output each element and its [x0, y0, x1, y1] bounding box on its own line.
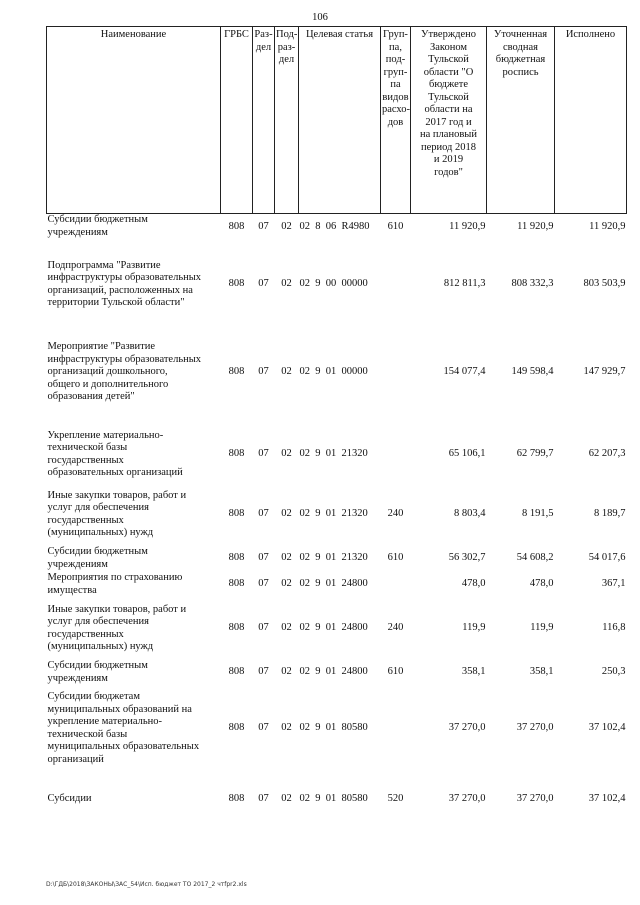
row-target-article: 02 9 01 24800: [299, 666, 368, 678]
row-grbs: 808: [228, 666, 245, 678]
header-approved: Утверждено Законом Тульской области "О бюджете Тульской области на 2017 год и на плановый период 2018 и 2019 годов": [411, 27, 487, 214]
row-grbs: 808: [228, 220, 245, 232]
row-target-article: 02 9 01 21320: [299, 448, 368, 460]
row-grbs: 808: [228, 448, 245, 460]
table-row: [47, 572, 627, 598]
row-approved: 478,0: [461, 578, 486, 590]
row-refined: 149 598,4: [511, 366, 554, 378]
row-executed: 250,3: [601, 666, 626, 678]
row-razdel: 07: [258, 278, 269, 290]
row-podrazdel: 02: [281, 448, 292, 460]
row-expense-group: 240: [387, 622, 404, 634]
row-grbs: 808: [228, 793, 245, 805]
row-razdel: 07: [258, 793, 269, 805]
row-razdel: 07: [258, 366, 269, 378]
row-refined: 62 799,7: [516, 448, 554, 460]
row-grbs: 808: [228, 552, 245, 564]
row-target-article: 02 9 01 24800: [299, 622, 368, 634]
row-approved: 11 920,9: [449, 220, 486, 232]
row-approved: 65 106,1: [448, 448, 486, 460]
row-razdel: 07: [258, 622, 269, 634]
row-refined: 808 332,3: [511, 278, 554, 290]
row-target-article: 02 9 01 21320: [299, 552, 368, 564]
row-executed: 147 929,7: [583, 366, 626, 378]
row-spacer: [47, 316, 627, 338]
row-executed: 8 189,7: [594, 508, 626, 520]
header-name: Наименование: [47, 27, 221, 214]
row-podrazdel: 02: [281, 622, 292, 634]
row-refined: 37 270,0: [516, 793, 554, 805]
row-expense-group: 610: [387, 666, 404, 678]
row-expense-group: 610: [387, 220, 404, 232]
row-refined: 478,0: [529, 578, 554, 590]
row-expense-group: 610: [387, 552, 404, 564]
table-row: [47, 686, 627, 772]
row-razdel: 07: [258, 552, 269, 564]
row-expense-group: [381, 572, 411, 598]
table-row: [47, 598, 627, 660]
row-refined: 358,1: [529, 666, 554, 678]
table-row: [47, 546, 627, 572]
row-target-article: 02 9 01 80580: [299, 722, 368, 734]
row-podrazdel: 02: [281, 508, 292, 520]
row-target-article: 02 9 01 00000: [299, 366, 368, 378]
row-executed: 116,8: [602, 622, 626, 634]
row-name: Укрепление материально- технической базы государственных образовательных организаций: [47, 429, 183, 478]
table-row: [47, 338, 627, 408]
row-name: Иные закупки товаров, работ и услуг для обеспечения государственных (муниципальных) нужд: [47, 489, 187, 538]
row-podrazdel: 02: [281, 278, 292, 290]
row-grbs: 808: [228, 366, 245, 378]
header-target-article: Целевая статья: [299, 27, 381, 214]
row-executed: 37 102,4: [588, 722, 626, 734]
row-grbs: 808: [228, 622, 245, 634]
row-podrazdel: 02: [281, 793, 292, 805]
row-podrazdel: 02: [281, 578, 292, 590]
row-podrazdel: 02: [281, 366, 292, 378]
row-target-article: 02 9 01 80580: [299, 793, 368, 805]
table-row: [47, 484, 627, 546]
row-target-article: 02 8 06 R4980: [299, 220, 370, 232]
row-name: Мероприятия по страхованию имущества: [47, 572, 183, 596]
header-executed: Исполнено: [555, 27, 627, 214]
row-expense-group: [381, 338, 411, 408]
row-expense-group: [381, 254, 411, 316]
table-row: [47, 426, 627, 484]
row-approved: 56 302,7: [448, 552, 486, 564]
table-row: [47, 788, 627, 812]
row-executed: 803 503,9: [583, 278, 626, 290]
row-approved: 37 270,0: [448, 722, 486, 734]
row-expense-group: 240: [387, 508, 404, 520]
row-spacer: [47, 772, 627, 788]
row-razdel: 07: [258, 666, 269, 678]
row-approved: 812 811,3: [443, 278, 486, 290]
row-target-article: 02 9 01 21320: [299, 508, 368, 520]
table-row: [47, 660, 627, 686]
row-name: Субсидии: [47, 793, 92, 805]
row-executed: 54 017,6: [588, 552, 626, 564]
row-name: Субсидии бюджетам муниципальных образований на укрепление материально- технической базы муниципальных образовательных организаций: [47, 691, 200, 765]
row-target-article: 02 9 01 24800: [299, 578, 368, 590]
budget-table: [46, 26, 627, 812]
header-grbs: ГРБС: [221, 27, 253, 214]
row-razdel: 07: [258, 722, 269, 734]
footer-file-path: D:\ГДБ\2018\ЗАКОНЫ\ЗАС_54\Исп. бюджет ТО 2017_2 чтfpr2.xls: [46, 881, 247, 888]
header-podrazdel: Под- раз- дел: [275, 27, 299, 214]
row-executed: 11 920,9: [589, 220, 626, 232]
table-body: [47, 214, 627, 812]
row-approved: 119,9: [462, 622, 486, 634]
row-grbs: 808: [228, 508, 245, 520]
row-podrazdel: 02: [281, 666, 292, 678]
row-refined: 54 608,2: [516, 552, 554, 564]
row-expense-group: [381, 686, 411, 772]
row-grbs: 808: [228, 278, 245, 290]
row-name: Иные закупки товаров, работ и услуг для обеспечения государственных (муниципальных) нужд: [47, 603, 187, 652]
row-refined: 8 191,5: [522, 508, 554, 520]
row-grbs: 808: [228, 578, 245, 590]
row-name: Субсидии бюджетным учреждениям: [47, 546, 148, 570]
row-name: Мероприятие "Развитие инфраструктуры образовательных организаций дошкольного, общего и дополнительного образования детей": [47, 341, 202, 403]
row-podrazdel: 02: [281, 722, 292, 734]
row-razdel: 07: [258, 508, 269, 520]
row-name: Субсидии бюджетным учреждениям: [47, 660, 148, 684]
row-expense-group: [381, 426, 411, 484]
row-razdel: 07: [258, 578, 269, 590]
table-row: [47, 254, 627, 316]
row-approved: 37 270,0: [448, 793, 486, 805]
row-podrazdel: 02: [281, 552, 292, 564]
row-target-article: 02 9 00 00000: [299, 278, 368, 290]
row-refined: 11 920,9: [517, 220, 554, 232]
row-approved: 358,1: [461, 666, 486, 678]
row-executed: 367,1: [601, 578, 626, 590]
row-spacer: [47, 240, 627, 254]
row-razdel: 07: [258, 448, 269, 460]
row-spacer: [47, 408, 627, 426]
header-refined: Уточненная сводная бюджетная роспись: [487, 27, 555, 214]
row-podrazdel: 02: [281, 220, 292, 232]
row-refined: 119,9: [530, 622, 554, 634]
row-approved: 154 077,4: [443, 366, 486, 378]
row-name: Подпрограмма "Развитие инфраструктуры образовательных организаций, расположенных на территории Тульской области": [47, 259, 202, 308]
table-row: [47, 214, 627, 240]
row-executed: 37 102,4: [588, 793, 626, 805]
table-header-row: [47, 27, 627, 214]
header-expense-group: Груп- па, под- груп- па видов расхо- дов: [381, 27, 411, 214]
row-executed: 62 207,3: [588, 448, 626, 460]
row-grbs: 808: [228, 722, 245, 734]
row-approved: 8 803,4: [454, 508, 486, 520]
row-razdel: 07: [258, 220, 269, 232]
page-number: 106: [312, 12, 328, 23]
header-razdel: Раз- дел: [253, 27, 275, 214]
row-name: Субсидии бюджетным учреждениям: [47, 214, 148, 238]
row-refined: 37 270,0: [516, 722, 554, 734]
row-expense-group: 520: [387, 793, 404, 805]
